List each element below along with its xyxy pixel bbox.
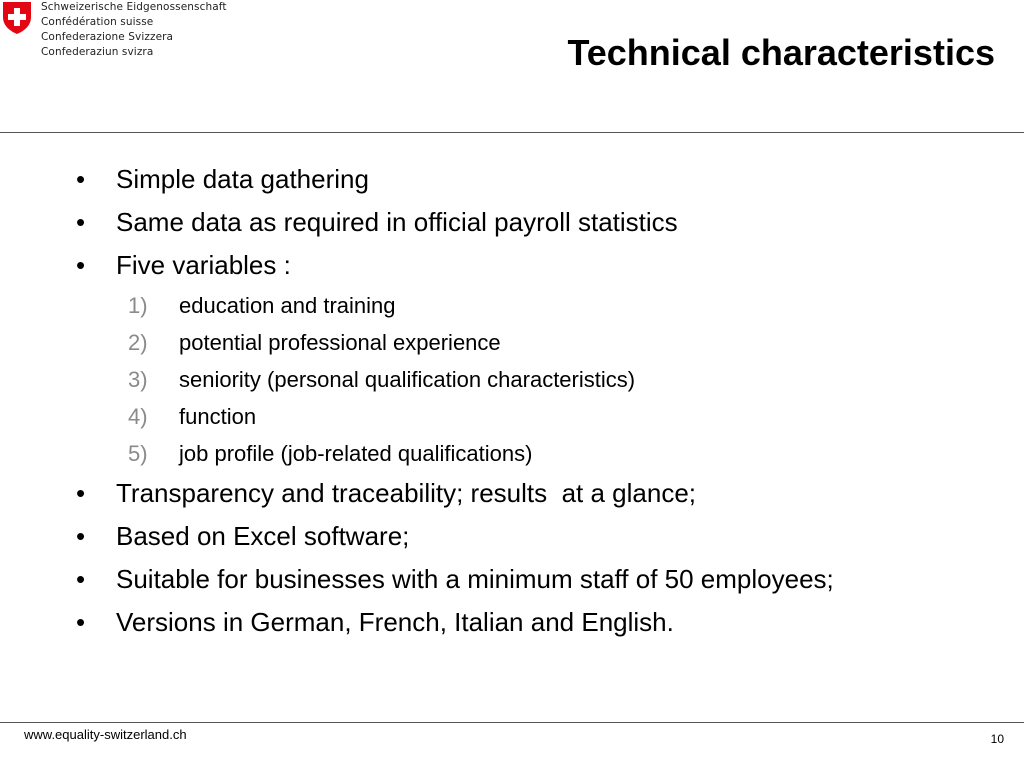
confederation-names xyxy=(41,0,227,60)
confederation-name-fr: Confédération suisse xyxy=(41,16,154,28)
item-number: 3) xyxy=(128,367,148,392)
slide-body xyxy=(0,158,1024,644)
item-text: potential professional experience xyxy=(179,330,501,355)
bullet-item xyxy=(0,472,1024,515)
bullet-item xyxy=(0,201,1024,244)
bullet-glyph: • xyxy=(76,164,86,194)
bullet-text: Suitable for businesses with a minimum staff of 50 employees; xyxy=(116,564,834,594)
confederation-name-rm: Confederaziun svizra xyxy=(41,46,154,58)
bullet-text: Transparency and traceability; results at a glance; xyxy=(116,478,696,508)
bullet-text: Simple data gathering xyxy=(116,164,369,194)
bullet-glyph: • xyxy=(76,564,86,594)
item-number: 5) xyxy=(128,441,148,466)
bullet-text: Based on Excel software; xyxy=(116,521,410,551)
bullet-glyph: • xyxy=(76,607,86,637)
bullet-item xyxy=(0,558,1024,601)
confederation-name-it: Confederazione Svizzera xyxy=(41,31,174,43)
numbered-item xyxy=(0,435,1024,472)
bullet-text: Five variables : xyxy=(116,250,291,280)
bullet-item xyxy=(0,158,1024,201)
bullet-text: Versions in German, French, Italian and English. xyxy=(116,607,674,637)
numbered-item xyxy=(0,398,1024,435)
item-text: job profile (job-related qualifications) xyxy=(179,441,533,466)
page-number: 10 xyxy=(990,732,1004,746)
slide-title: Technical characteristics xyxy=(567,32,995,73)
footer-divider xyxy=(0,722,1024,723)
bullet-glyph: • xyxy=(76,521,86,551)
bullet-item xyxy=(0,601,1024,644)
bullet-item xyxy=(0,244,1024,287)
confederation-logo xyxy=(0,0,240,62)
swiss-cross-shield-icon xyxy=(2,1,32,35)
numbered-item xyxy=(0,287,1024,324)
item-text: seniority (personal qualification characteristics) xyxy=(179,367,636,392)
bullet-glyph: • xyxy=(76,478,86,508)
numbered-item xyxy=(0,324,1024,361)
footer-url: www.equality-switzerland.ch xyxy=(24,727,187,742)
item-number: 2) xyxy=(128,330,148,355)
bullet-item xyxy=(0,515,1024,558)
header-divider xyxy=(0,132,1024,133)
numbered-item xyxy=(0,361,1024,398)
confederation-name-de: Schweizerische Eidgenossenschaft xyxy=(41,1,227,13)
bullet-glyph: • xyxy=(76,207,86,237)
item-text: function xyxy=(179,404,257,429)
item-number: 1) xyxy=(128,293,148,318)
item-number: 4) xyxy=(128,404,148,429)
item-text: education and training xyxy=(179,293,396,318)
bullet-glyph: • xyxy=(76,250,86,280)
bullet-text: Same data as required in official payroll statistics xyxy=(116,207,678,237)
